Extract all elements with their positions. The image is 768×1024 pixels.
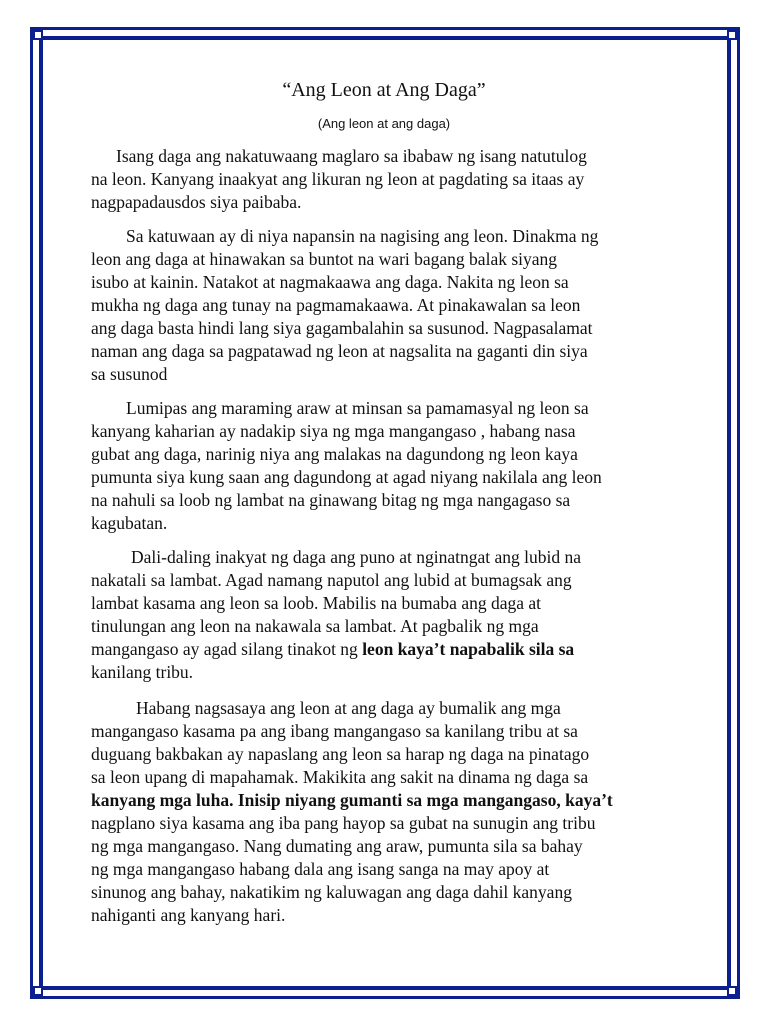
paragraph-line: sa leon upang di mapahamak. Makikita ang sakit na dinama ng daga sa — [91, 767, 589, 787]
paragraph-line: Isang daga ang nakatuwaang maglaro sa ibabaw ng isang natutulog — [116, 146, 587, 166]
paragraph-line: isubo at kainin. Natakot at nagmakaawa ang daga. Nakita ng leon sa — [91, 272, 569, 292]
bold-phrase: . Inisip niyang gumanti sa mga mangangaso, kaya’t — [229, 790, 613, 810]
paragraph-line: nagpapadausdos siya paibaba. — [91, 192, 302, 212]
bold-phrase: kanyang mga luha — [91, 790, 230, 810]
paragraph-line: duguang bakbakan ay napaslang ang leon sa harap ng daga na pinatago — [91, 744, 590, 764]
paragraph-line: na nahuli sa loob ng lambat na ginawang bitag ng mga nangagaso sa — [91, 490, 571, 510]
paragraph-line: nagplano siya kasama ang iba pang hayop sa gubat na sunugin ang tribu — [91, 813, 596, 833]
paragraph-line: tinulungan ang leon na nakawala sa lambat. At pagbalik ng mga — [91, 616, 539, 636]
paragraph-line: Dali-daling inakyat ng daga ang puno at nginatngat ang lubid na — [131, 547, 582, 567]
paragraph-line: kanilang tribu. — [91, 662, 194, 682]
document-subtitle: (Ang leon at ang daga) — [317, 116, 451, 131]
paragraph-line: sa susunod — [91, 364, 168, 384]
paragraph-line: gubat ang daga, narinig niya ang malakas na dagundong ng leon kaya — [91, 444, 578, 464]
paragraph-line: sinunog ang bahay, nakatikim ng kaluwagan ang daga dahil kanyang — [91, 882, 572, 902]
paragraph-line: ng mga mangangaso. Nang dumating ang araw, pumunta sila sa bahay — [91, 836, 583, 856]
paragraph-line: pumunta siya kung saan ang dagundong at agad niyang nakilala ang leon — [91, 467, 602, 487]
paragraph-line: mukha ng daga ang tunay na pagmamakaawa. At pinakawalan sa leon — [91, 295, 581, 315]
border-corner-ornament — [33, 986, 43, 996]
paragraph-line: nakatali sa lambat. Agad namang naputol ang lubid at bumagsak ang — [91, 570, 572, 590]
paragraph-line: kagubatan. — [91, 513, 168, 533]
paragraph-line: lambat kasama ang leon sa loob. Mabilis na bumaba ang daga at — [91, 593, 542, 613]
paragraph-line: nahiganti ang kanyang hari. — [91, 905, 286, 925]
paragraph-line — [91, 789, 613, 811]
paragraph-line: ng mga mangangaso habang dala ang isang sanga na may apoy at — [91, 859, 550, 879]
paragraph-line: Lumipas ang maraming araw at minsan sa pamamasyal ng leon sa — [126, 398, 589, 418]
paragraph-line: kanyang kaharian ay nadakip siya ng mga mangangaso , habang nasa — [91, 421, 576, 441]
paragraph-line: naman ang daga sa pagpatawad ng leon at nagsalita na gaganti din siya — [91, 341, 588, 361]
bold-phrase: leon kaya’t napabalik sila sa — [362, 639, 575, 659]
paragraph-line: na leon. Kanyang inaakyat ang likuran ng leon at pagdating sa itaas ay — [91, 169, 585, 189]
line-text: mangangaso ay agad silang tinakot ng — [91, 639, 363, 659]
paragraph-line: Habang nagsasaya ang leon at ang daga ay bumalik ang mga — [136, 698, 561, 718]
border-corner-ornament — [33, 30, 43, 40]
paragraph-line — [91, 638, 574, 660]
paragraph-line: leon ang daga at hinawakan sa buntot na wari bagang balak siyang — [91, 249, 558, 269]
document-title: “Ang Leon at Ang Daga” — [282, 79, 486, 101]
paragraph-line: Sa katuwaan ay di niya napansin na nagising ang leon. Dinakma ng — [126, 226, 599, 246]
border-corner-ornament — [727, 986, 737, 996]
paragraph-line: ang daga basta hindi lang siya gagambalahin sa susunod. Nagpasalamat — [91, 318, 593, 338]
border-corner-ornament — [727, 30, 737, 40]
paragraph-line: mangangaso kasama pa ang ibang mangangaso sa kanilang tribu at sa — [91, 721, 578, 741]
